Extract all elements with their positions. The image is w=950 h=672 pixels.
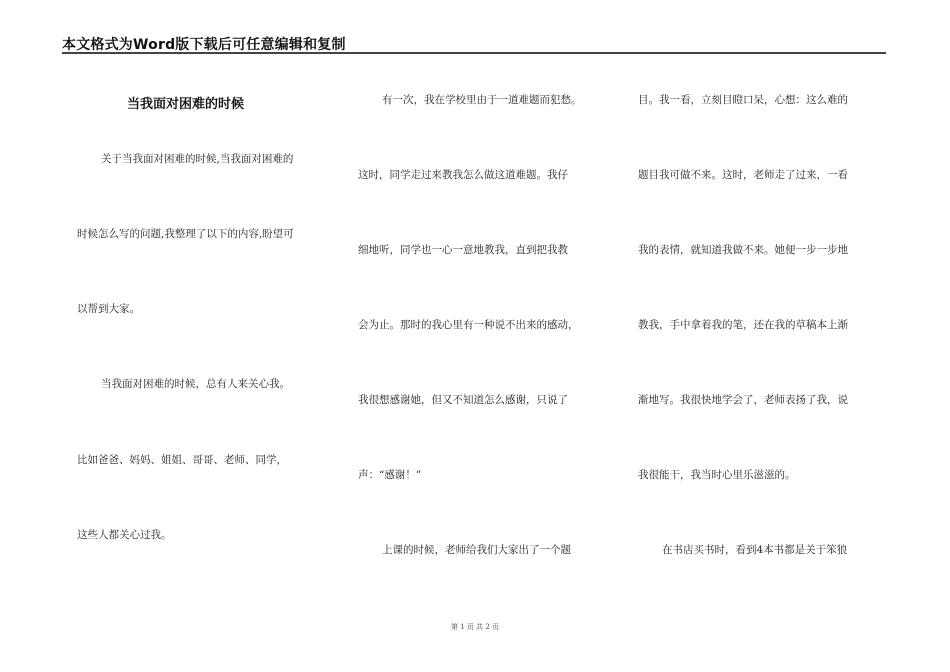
paragraph-line: 当我面对困难的时候，总有人来关心我。 [101,378,290,390]
header-divider [62,52,886,54]
paragraph-line: 我很想感谢她，但又不知道怎么感谢，只说了 [358,394,568,406]
paragraph-line: 声：“感谢！” [358,469,422,481]
paragraph-line: 教我，手中拿着我的笔，还在我的草稿本上渐 [638,319,848,331]
document-header: 本文格式为Word版下载后可任意编辑和复制 [62,37,346,53]
paragraph-line: 细地听，同学也一心一意地教我，直到把我教 [358,244,568,256]
paragraph-line: 这时，同学走过来教我怎么做这道难题。我仔 [358,169,568,181]
paragraph-line: 以帮到大家。 [77,303,140,315]
paragraph-line: 目。我一看，立刻目瞪口呆，心想：这么难的 [638,94,848,106]
paragraph-line: 上课的时候，老师给我们大家出了一个题 [382,544,571,556]
paragraph-line: 我的表情，就知道我做不来。她便一步一步地 [638,244,848,256]
paragraph-line: 在书店买书时，看到4本书都是关于笨狼 [662,544,848,556]
paragraph-line: 渐地写。我很快地学会了，老师表扬了我，说 [638,394,848,406]
paragraph-line: 关于当我面对困难的时候,当我面对困难的 [101,153,294,165]
article-title: 当我面对困难的时候 [127,97,245,112]
page-number: 第 1 页 共 2 页 [450,623,500,631]
paragraph-line: 我很能干，我当时心里乐滋滋的。 [638,469,796,481]
paragraph-line: 比如爸爸、妈妈、姐姐、哥哥、老师、同学， [77,454,287,466]
paragraph-line: 时候怎么写的问题,我整理了以下的内容,盼望可 [77,228,294,240]
paragraph-line: 这些人都关心过我。 [77,529,172,541]
paragraph-line: 会为止。那时的我心里有一种说不出来的感动， [358,319,579,331]
paragraph-line: 有一次，我在学校里由于一道难题而犯愁。 [382,94,582,106]
paragraph-line: 题目我可做不来。这时，老师走了过来，一看 [638,169,848,181]
